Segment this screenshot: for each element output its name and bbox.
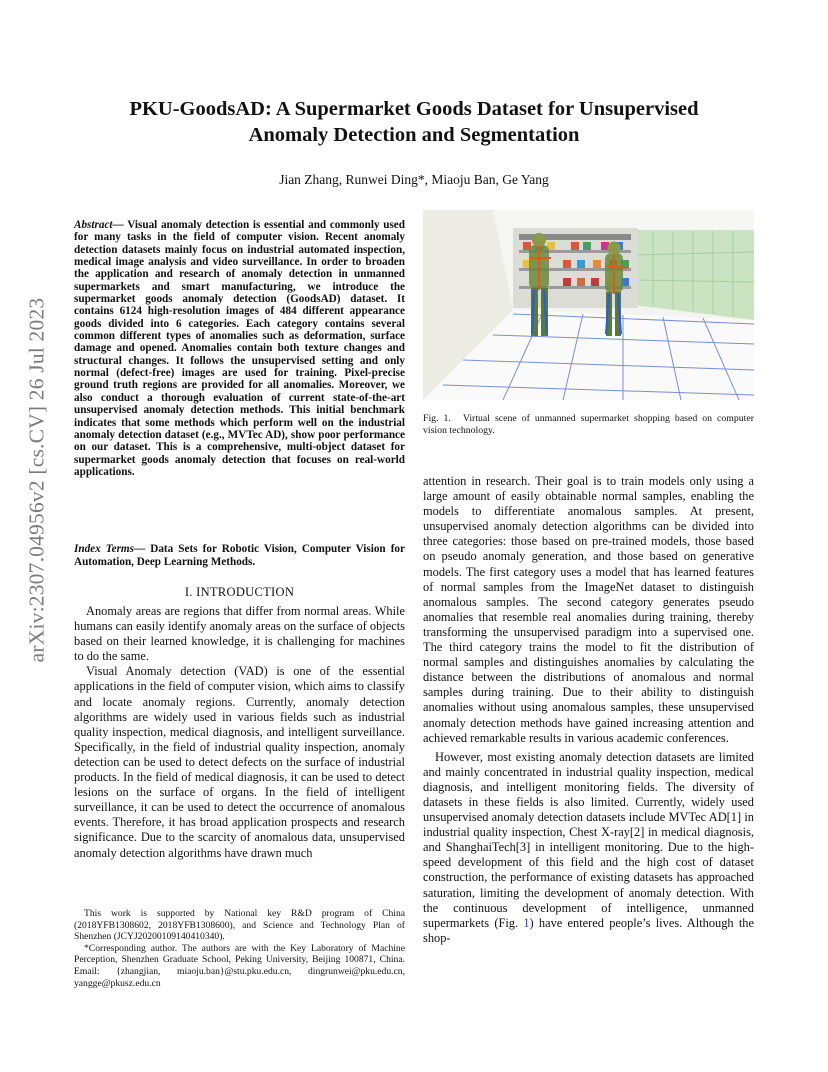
fig-ref-open: (Fig. xyxy=(494,915,524,930)
title-line-2: Anomaly Detection and Segmentation xyxy=(248,124,580,146)
figure-1-label: Fig. 1. xyxy=(423,413,451,424)
footnote-funding: This work is supported by National key R&D program of China (2018YFB1308602, 2018YFB1308600), and Science and Technology Plan of Shenzhen (JCYJ20200109140410340). xyxy=(74,908,405,943)
figure-1-link[interactable]: 1 xyxy=(523,915,530,930)
right-paragraph-1: attention in research. Their goal is to train models only using a large amount of easily obtainable normal samples, enabling the models to differentiate anomalous samples. At present, unsupervised anomaly detection algorithms can be divided into three categories: those based on pre-trained models, those based on pseudo anomaly generation, and those based on generative models. The first category uses a model that has learned features of normal samples from the ImageNet dataset to distinguish anomalous samples. The second category generates pseudo anomalies that resemble real anomalies during training, thereby transforming the unsupervised paradigm into a supervised one. The third category trains the model to fit the distribution of normal samples and distinguishes anomalies by calculating the distance between the distributions of anomalous and normal samples during training. Due to their ability to distinguish anomalies without using anomalous samples, these unsupervised anomaly detection methods have gained increasing attention and achieved remarkable results in various academic conferences. xyxy=(423,474,754,745)
index-terms-text: — Data Sets for Robotic Vision, Computer Vision for Automation, Deep Learning Methods. xyxy=(74,543,405,568)
introduction-right xyxy=(423,474,754,946)
introduction-left xyxy=(74,604,405,861)
figure-1-image xyxy=(423,210,754,400)
footnote xyxy=(74,908,405,989)
figure-1-caption xyxy=(423,413,754,436)
authors: Jian Zhang, Runwei Ding*, Miaoju Ban, Ge Yang xyxy=(279,172,549,187)
section-heading: I. INTRODUCTION xyxy=(184,585,295,599)
index-terms xyxy=(74,543,405,568)
footnote-corresponding: *Corresponding author. The authors are with the Key Laboratory of Machine Perception, Shenzhen Graduate School, Peking University, Beijing 100871, China. Email: {zhangjian, miaoju.ban}@stu.pku.edu.cn, dingrunwei@pku.edu.cn, yangge@pkusz.edu.cn xyxy=(74,942,405,989)
right-paragraph-2-text: However, most existing anomaly detection datasets are limited and mainly concentrated in industrial quality inspection, medical diagnosis, and intelligent monitoring fields. The diversity of datasets in these fields is also limited. Currently, widely used unsupervised anomaly detection datasets include MVTec AD[1] in industrial quality inspection, Chest X-ray[2] in medical diagnosis, and ShanghaiTech[3] in intelligent monitoring. Due to the high-speed development of this field and the high cost of dataset construction, the performance of existing datasets has approached saturation, limiting the development of anomaly detection. With the continuous development of intelligence, unmanned supermarkets xyxy=(423,749,754,930)
abstract-label: Abstract xyxy=(74,219,113,231)
abstract-text: — Visual anomaly detection is essential and commonly used for many tasks in the field of computer vision. Recent anomaly detection datasets mainly focus on industrial automated inspection, medical image analysis and video surveillance. In order to broaden the application and research of anomaly detection in unmanned supermarkets and smart manufacturing, we introduce the supermarket goods anomaly detection (GoodsAD) dataset. It contains 6124 high-resolution images of 484 different appearance goods divided into 6 categories. Each category contains several common different types of anomalies such as deformation, surface damage and opened. Anomalies contain both texture changes and structural changes. It follows the unsupervised setting and only normal (defect-free) images are used for training. Pixel-precise ground truth regions are provided for all anomalies. Moreover, we also conduct a thorough evaluation of current state-of-the-art unsupervised anomaly detection methods. This initial benchmark indicates that some methods which perform well on the industrial anomaly detection dataset (e.g., MVTec AD), show poor performance on our dataset. This is a comprehensive, multi-object dataset for supermarket goods anomaly detection that focuses on real-world applications. xyxy=(74,219,405,478)
index-terms-label: Index Terms xyxy=(74,543,134,555)
abstract xyxy=(74,219,405,478)
intro-paragraph-1: Anomaly areas are regions that differ from normal areas. While humans can easily identify anomaly areas on the surface of objects based on their learned knowledge, it is challenging for machines to do the same. xyxy=(74,604,405,664)
figure-1-caption-text: Virtual scene of unmanned supermarket shopping based on computer vision technology. xyxy=(423,413,754,436)
right-paragraph-2-tail: ) have entered people’s lives. Although the shop- xyxy=(423,915,754,945)
right-paragraph-2 xyxy=(423,750,754,946)
intro-paragraph-2: Visual Anomaly detection (VAD) is one of the essential applications in the field of computer vision, which aims to classify and locate anomaly regions. Currently, anomaly detection algorithms are widely used in various fields such as industrial quality inspection, medical diagnosis, and intelligent surveillance. Specifically, in the field of industrial quality inspection, anomaly detection can be used to detect defects on the surface of industrial products. In the field of medical diagnosis, it can be used to detect lesions on the surface of organs. In the field of intelligent surveillance, it can be used to detect the occurrence of anomalous events. Therefore, it has broad application prospects and research significance. Due to the scarcity of anomalous data, unsupervised anomaly detection algorithms have drawn much xyxy=(74,664,405,860)
arxiv-identifier-text: arXiv:2307.04956v2 [cs.CV] 26 Jul 2023 xyxy=(24,297,49,663)
title-line-1: PKU-GoodsAD: A Supermarket Goods Dataset for Unsupervised xyxy=(129,98,699,120)
paper-title xyxy=(80,96,748,148)
arxiv-identifier xyxy=(22,290,52,670)
